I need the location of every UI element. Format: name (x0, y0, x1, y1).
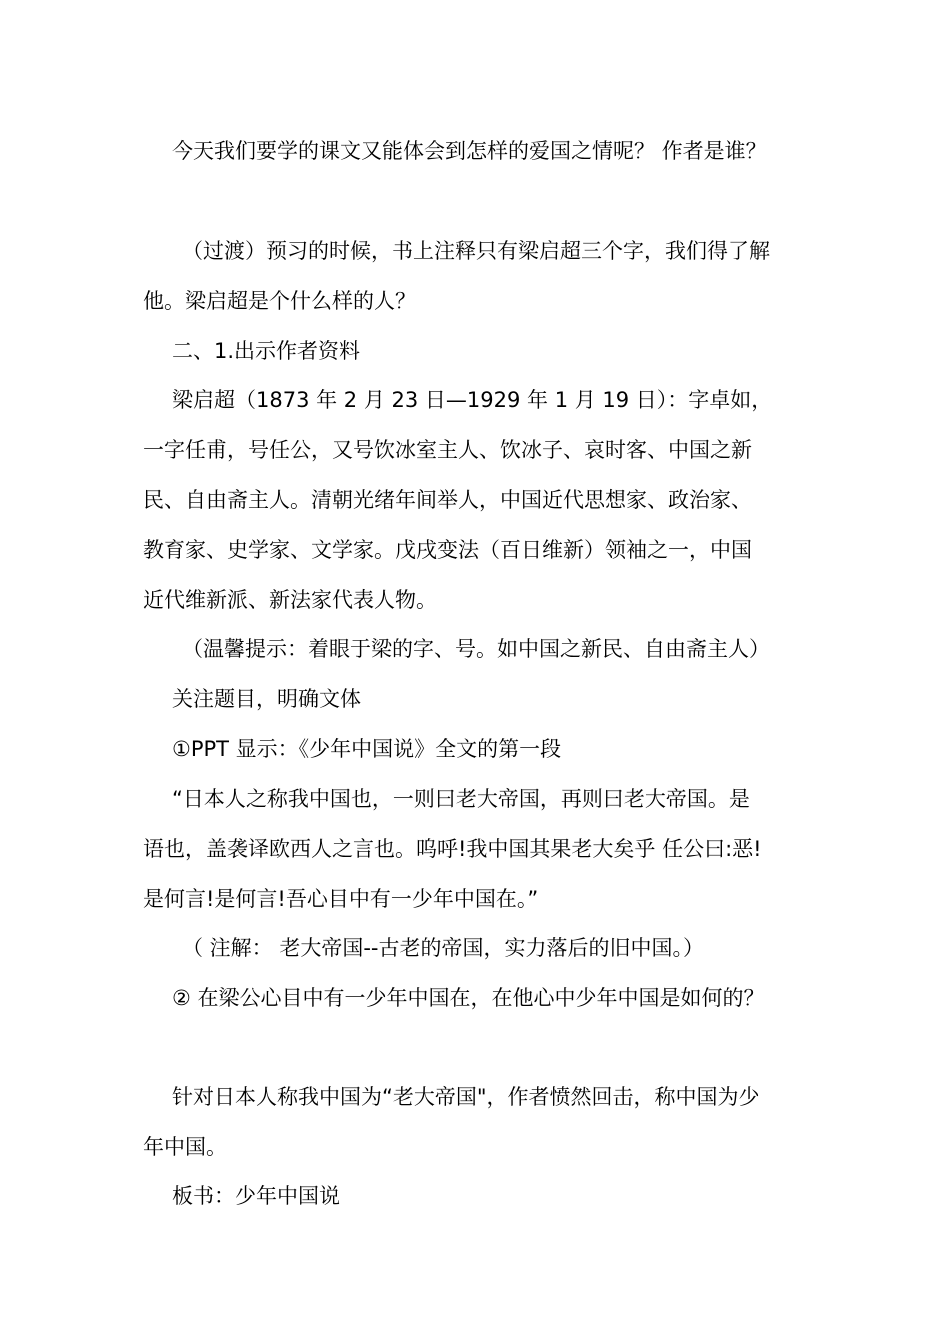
quote-line-2: 语也，盖袭译欧西人之言也。呜呼!我中国其果老大矣乎 任公曰:恶! (143, 837, 762, 861)
transition-paragraph-line-2: 他。梁启超是个什么样的人？ (143, 289, 416, 313)
author-bio-line-3: 民、自由斋主人。清朝光绪年间举人，中国近代思想家、政治家、 (143, 488, 752, 512)
annotation-paragraph: （ 注解： 老大帝国--古老的帝国，实力落后的旧中国。） (182, 936, 705, 960)
response-line-2: 年中国。 (143, 1135, 227, 1159)
focus-title-paragraph: 关注题目，明确文体 (172, 687, 361, 711)
ppt-display-paragraph: ①PPT 显示：《少年中国说》全文的第一段 (172, 737, 562, 761)
question-2-paragraph: ② 在梁公心目中有一少年中国在，在他心中少年中国是如何的？ (172, 986, 765, 1010)
section-heading: 二、1.出示作者资料 (172, 339, 361, 363)
quote-line-1: “日本人之称我中国也，一则曰老大帝国，再则曰老大帝国。是 (172, 787, 750, 811)
response-line-1: 针对日本人称我中国为“老大帝国"，作者愤然回击，称中国为少 (172, 1085, 760, 1109)
question-paragraph: 今天我们要学的课文又能体会到怎样的爱国之情呢？ 作者是谁？ (172, 139, 767, 163)
transition-paragraph-line-1: （过渡）预习的时候，书上注释只有梁启超三个字，我们得了解 (182, 239, 770, 263)
tip-paragraph: （温馨提示：着眼于梁的字、号。如中国之新民、自由斋主人） (182, 637, 770, 661)
author-bio-line-1: 梁启超（1873 年 2 月 23 日—1929 年 1 月 19 日）：字卓如， (172, 388, 773, 412)
author-bio-line-4: 教育家、史学家、文学家。戊戌变法（百日维新）领袖之一，中国 (143, 538, 752, 562)
quote-line-3: 是何言!是何言!吾心目中有一少年中国在。” (143, 887, 539, 911)
author-bio-line-5: 近代维新派、新法家代表人物。 (143, 588, 437, 612)
author-bio-line-2: 一字任甫，号任公，又号饮冰室主人、饮冰子、哀时客、中国之新 (143, 438, 752, 462)
blackboard-note: 板书：少年中国说 (172, 1184, 340, 1208)
